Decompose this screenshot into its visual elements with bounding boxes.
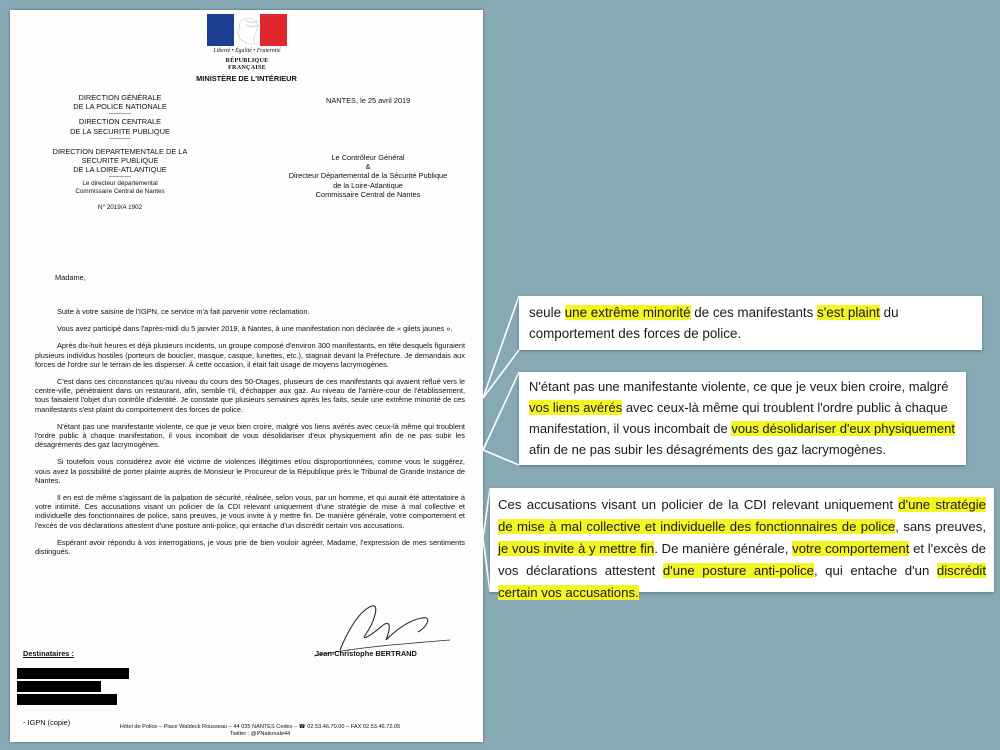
redaction-bar [17,668,129,679]
zoom-callout-2: N'étant pas une manifestante violente, ce que je veux bien croire, malgré vos liens avérés avec ceux-là même qui troublent l'ordre public à chaque manifestation, il vous incombait de vous désolidariser d'eux physiquement afin de ne pas subir les désagréments des gaz lacrymogènes. [519,372,966,465]
footer-twitter: Twitter : @PNationale44 [229,731,291,737]
recipient-block [268,153,468,199]
redaction-bar [17,681,101,692]
paragraph-1: Suite à votre saisine de l'IGPN, ce service m'a fait parvenir votre réclamation. [57,307,310,316]
highlight: d'une posture anti-police [662,563,814,578]
footer-address: Hôtel de Police – Place Waldeck Rousseau – 44 035 NANTES Cedex – ☎ 02.53.46.70.00 – FAX 02.53.46.72.05 [119,724,401,730]
redaction-bar [17,694,117,705]
sender-line7: DE LA LOIRE-ATLANTIQUE [73,165,167,175]
date-line: NANTES, le 25 avril 2019 [326,96,411,105]
paragraph-2: Vous avez participé dans l'après-midi du 5 janvier 2019, à Nantes, à une manifestation non déclarée de « gilets jaunes ». [57,324,453,334]
marianne-logo [207,14,287,70]
paragraph-5: N'étant pas une manifestante violente, ce que je veux bien croire, malgré vos liens avérés avec ceux-là même qui troublent l'ordre public à chaque manifestation, il vous incombait de vous désolidariser d'eux physiquement afin de ne pas subir les désagréments des gaz lacrymogènes. [35,421,465,450]
paragraph-4: C'est dans ces circonstances qu'au niveau du cours des 50-Otages, plusieurs de ces manifestants qui avaient reflué vers le centre-ville, pénétraient dans un restaurant, afin, semble t'il, d'échapper aux gaz. Au niveau de l'arrière-cour de l'établissement, tous faisaient l'objet d'un contrôle d'identité. Je constate que plusieurs semaines après les faits, seule une extrême minorité de ces manifestants s'est plaint du comportement des forces de police. [35,377,465,414]
recipient-line4: de la Loire-Atlantique [333,180,403,190]
sender-line8: Le directeur départemental [82,180,158,188]
sender-line4: DE LA SECURITE PUBLIQUE [70,126,170,136]
sender-line1: DIRECTION GÉNÉRALE [78,93,162,102]
recipient-line3: Directeur Départemental de la Sécurité Publique [288,171,448,181]
paragraph-6: Si toutefois vous considérez avoir été victime de violences illégitimes et/ou disproportionnées, comme vous le suggérez, vous avez la possibilité de porter plainte auprès de Monsieur le Procureur de la République près le Tribunal de Grande Instance de Nantes. [35,457,465,485]
letter-page [10,10,483,742]
highlight: d'une stratégie de mise à mal collective et individuelle des fonctionnaires de police [498,497,986,534]
paragraph-3: Après dix-huit heures et déjà plusieurs incidents, un groupe composé d'environ 300 manifestants, en tête desquels figuraient plusieurs individus hostiles (porteurs de bouclier, masque, casque, lunettes, etc.), stagnait devant la Préfecture. Je demandais aux forces de l'ordre sur le terrain de les disperser. À cette occasion, il était fait usage de moyens lacrymogènes. [35,341,465,369]
sender-line2: DE LA POLICE NATIONALE [73,102,167,112]
footer [70,724,450,738]
highlight: votre comportement [792,541,910,556]
sender-block [30,93,210,212]
republique-francaise: RÉPUBLIQUE FRANÇAISE [225,57,269,71]
salutation: Madame, [55,273,86,282]
sender-line6: SECURITE PUBLIQUE [81,156,159,166]
sender-line5: DIRECTION DEPARTEMENTALE DE LA [52,146,188,156]
ministere-title: MINISTÈRE DE L'INTÉRIEUR [196,74,297,83]
paragraph-8: Espérant avoir répondu à vos interrogations, je vous prie de bien vouloir agréer, Madame, l'expression de mes sentiments distingués. [35,537,465,557]
highlight: vous désolidariser d'eux physiquement [731,421,955,436]
recipient-line2: & [365,162,371,172]
sender-line9: Commissaire Central de Nantes [75,188,165,196]
divider: ----------- [109,174,131,181]
sender-line3: DIRECTION CENTRALE [78,117,162,127]
zoom-callout-1: seule une extrême minorité de ces manifestants s'est plaint du comportement des forces de police. [519,296,982,350]
zoom-callout-3: Ces accusations visant un policier de la CDI relevant uniquement d'une stratégie de mise à mal collective et individuelle des fonctionnaires de police, sans preuves, je vous invite à y mettre fin. De manière générale, votre comportement et l'excès de vos déclarations attestent d'une posture anti-police, qui entache d'un discrédit certain vos accusations. [490,488,994,592]
divider: ----------- [109,111,131,118]
signatory-name: Jean-Christophe BERTRAND [315,649,417,658]
divider: ----------- [109,135,131,142]
highlight: discrédit certain vos accusations. [498,563,986,600]
motto: Liberté • Égalité • Fraternité [213,48,281,54]
highlight: je vous invite à y mettre fin [498,541,655,556]
destinataires-label: Destinataires : [23,649,74,658]
marianne-profile-icon [231,17,261,45]
highlight: vos liens avérés [529,400,623,415]
recipient-line1: Le Contrôleur Général [331,153,405,162]
highlight: une extrême minorité [564,305,691,320]
reference-number: N° 2019/A 1902 [97,204,143,212]
copy-recipient: - IGPN (copie) [23,718,71,727]
highlight: s'est plaint [817,305,880,320]
paragraph-7: Il en est de même s'agissant de la palpation de sécurité, réalisée, selon vous, par un homme, et qui aurait été attentatoire à votre intimité. Ces accusations visant un policier de la CDI relevant uniquement d'une stratégie de mise à mal collective et individuelle des fonctionnaires de police, sans preuves, je vous invite à y mettre fin. De manière générale, votre comportement et l'excès de vos déclarations attestent d'une posture anti-police, qui entache d'un discrédit certain vos accusations. [35,493,465,530]
recipient-line5: Commissaire Central de Nantes [315,189,421,199]
